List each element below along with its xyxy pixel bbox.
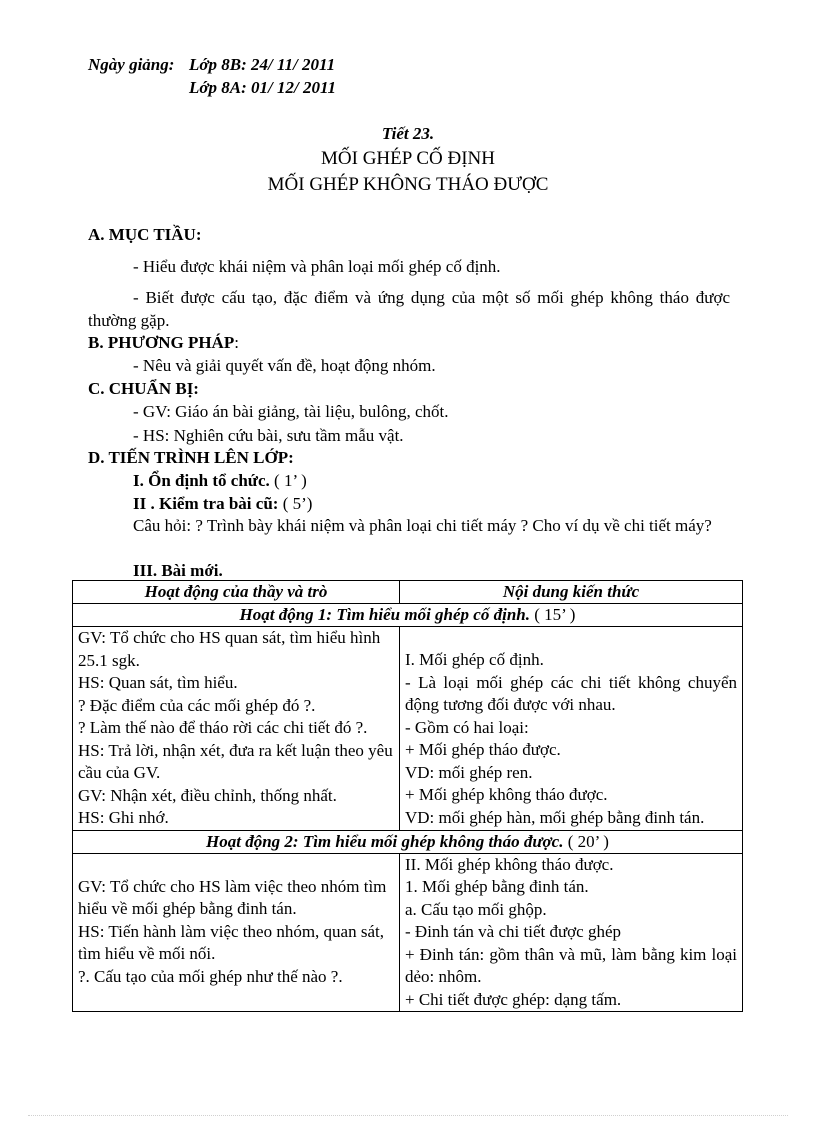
page-bottom-divider bbox=[28, 1115, 788, 1116]
lesson-table bbox=[72, 580, 743, 1012]
table-line: + Mối ghép không tháo được. bbox=[405, 785, 608, 804]
table-line: HS: Ghi nhớ. bbox=[78, 808, 169, 827]
step-1 bbox=[133, 470, 307, 493]
activity-1-content-cell bbox=[400, 627, 743, 831]
section-c-heading: C. CHUẨN BỊ: bbox=[88, 379, 199, 398]
table-line: II. Mối ghép không tháo được. bbox=[405, 854, 614, 874]
column-header-content: Nội dung kiến thức bbox=[400, 581, 743, 604]
section-b-heading bbox=[88, 332, 239, 355]
section-a-heading: A. MỤC TIẦU: bbox=[88, 225, 202, 244]
lesson-title-line2: MỐI GHÉP KHÔNG THÁO ĐƯỢC bbox=[267, 174, 549, 195]
table-line: GV: Tổ chức cho HS quan sát, tìm hiểu hình 25.1 sgk. bbox=[78, 628, 381, 670]
section-b-colon: : bbox=[234, 333, 239, 352]
section-c-item2: - HS: Nghiên cứu bài, sưu tầm mẫu vật. bbox=[133, 426, 404, 445]
activity-2-title-row bbox=[73, 830, 743, 853]
table-line: - Gồm có hai loại: bbox=[405, 717, 529, 737]
class-8b-date: Lớp 8B: 24/ 11/ 2011 bbox=[189, 55, 336, 74]
lesson-title-line1: MỐI GHÉP CỐ ĐỊNH bbox=[321, 148, 495, 169]
table-line: + Chi tiết được ghép: dạng tấm. bbox=[405, 989, 622, 1009]
activity-2-content-cell bbox=[400, 853, 743, 1012]
step-1-time: ( 1’ ) bbox=[269, 471, 307, 490]
table-line: GV: Nhận xét, điều chỉnh, thống nhất. bbox=[78, 785, 337, 805]
section-a-item1: - Hiểu được khái niệm và phân loại mối ghép cố định. bbox=[133, 257, 501, 276]
teaching-date-label: Ngày giảng: bbox=[88, 55, 175, 74]
table-line: I. Mối ghép cố định. bbox=[405, 650, 544, 669]
table-line: VD: mối ghép hàn, mối ghép bằng đinh tán. bbox=[405, 807, 705, 827]
table-line: HS: Tiến hành làm việc theo nhóm, quan sát, tìm hiểu về mối nối. bbox=[78, 921, 384, 963]
activity-1-title bbox=[73, 604, 743, 627]
table-line: + Mối ghép tháo được. bbox=[405, 740, 561, 759]
step-3: III. Bài mới. bbox=[133, 561, 223, 580]
activity-1-title-row bbox=[73, 604, 743, 627]
class-8a-date: Lớp 8A: 01/ 12/ 2011 bbox=[189, 78, 337, 97]
step-2-label: II . Kiểm tra bài cũ: bbox=[133, 494, 279, 513]
table-header-row bbox=[73, 581, 743, 604]
table-line: VD: mối ghép ren. bbox=[405, 762, 533, 782]
section-b-title: B. PHƯƠNG PHÁP bbox=[88, 333, 235, 352]
step-1-label: I. Ổn định tổ chức. bbox=[133, 471, 270, 490]
column-header-activities: Hoạt động của thầy và trò bbox=[73, 581, 400, 604]
table-line: ?. Cấu tạo của mối ghép như thế nào ?. bbox=[78, 966, 343, 986]
section-a-item2: - Biết được cấu tạo, đặc điểm và ứng dụng của một số mối ghép không tháo được thường gặp. bbox=[88, 288, 730, 330]
table-line: ? Đặc điểm của các mối ghép đó ?. bbox=[78, 695, 316, 715]
section-d-heading: D. TIẾN TRÌNH LÊN LỚP: bbox=[88, 448, 294, 467]
activity-1-time: ( 15’ ) bbox=[529, 605, 576, 624]
activity-2-teacher-cell bbox=[73, 853, 400, 1012]
activity-1-row bbox=[73, 627, 743, 831]
step-2 bbox=[133, 493, 312, 516]
table-line: a. Cấu tạo mối ghộp. bbox=[405, 899, 547, 919]
activity-2-title bbox=[73, 830, 743, 853]
activity-1-title-text: Hoạt động 1: Tìm hiểu mối ghép cố định. bbox=[239, 605, 530, 624]
table-line: HS: Quan sát, tìm hiểu. bbox=[78, 673, 238, 692]
table-line: HS: Trả lời, nhận xét, đưa ra kết luận theo yêu cầu của GV. bbox=[78, 740, 393, 782]
table-line: 1. Mối ghép bằng đinh tán. bbox=[405, 877, 589, 896]
activity-2-title-text: Hoạt động 2: Tìm hiểu mối ghép không tháo được. bbox=[206, 831, 564, 851]
table-line: - Đinh tán và chi tiết được ghép bbox=[405, 922, 622, 941]
activity-2-row bbox=[73, 853, 743, 1012]
review-question: Câu hỏi: ? Trình bày khái niệm và phân loại chi tiết máy ? Cho ví dụ về chi tiết máy? bbox=[133, 516, 712, 535]
activity-1-teacher-cell bbox=[73, 627, 400, 831]
lesson-number: Tiết 23. bbox=[381, 124, 435, 143]
table-line: - Là loại mối ghép các chi tiết không chuyển động tương đối được với nhau. bbox=[405, 672, 737, 714]
section-c-item1: - GV: Giáo án bài giảng, tài liệu, bulông, chốt. bbox=[133, 402, 449, 421]
table-line: ? Làm thế nào để tháo rời các chi tiết đó ?. bbox=[78, 718, 368, 737]
table-line: + Đinh tán: gồm thân và mũ, làm bằng kim loại dẻo: nhôm. bbox=[405, 944, 737, 986]
table-line: GV: Tổ chức cho HS làm việc theo nhóm tìm hiểu về mối ghép bằng đinh tán. bbox=[78, 876, 387, 918]
section-b-item1: - Nêu và giải quyết vấn đề, hoạt động nhóm. bbox=[133, 356, 436, 375]
activity-2-time: ( 20’ ) bbox=[563, 831, 609, 851]
step-2-time: ( 5’) bbox=[278, 494, 313, 513]
